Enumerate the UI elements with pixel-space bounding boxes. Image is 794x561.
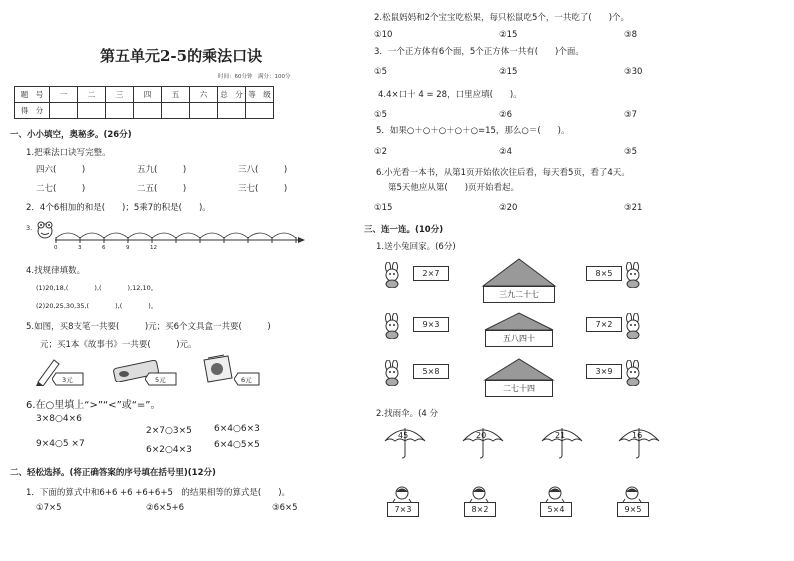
- umbrella-number: 21: [555, 431, 566, 440]
- q2-option: ②15: [499, 30, 518, 40]
- section1-q4-b: (2)20,25,30,35,( ),( )。: [36, 302, 158, 310]
- house-label: 三九二十七: [483, 286, 555, 303]
- rabbit-sign: 7×2: [586, 317, 622, 332]
- q1-item: 二七( ): [36, 184, 86, 194]
- jump-arc: [152, 233, 176, 238]
- jump-arc: [176, 233, 200, 238]
- rabbit-icon: [381, 262, 403, 288]
- jump-arc: [104, 233, 128, 238]
- section1-q2: 2．4个6相加的和是( )；5乘7的积是( )。: [26, 203, 211, 213]
- price-tag-pencil-case: 5元: [155, 376, 166, 384]
- section1-q3-num: 3.: [26, 224, 33, 232]
- child-icon: [621, 485, 643, 503]
- score-input-cell[interactable]: [78, 103, 106, 119]
- page-title: 第五单元2-5的乘法口诀: [100, 47, 263, 65]
- section1-heading: 一、小小填空，奥秘多。(26分): [10, 130, 132, 140]
- number-line-label: 3: [78, 245, 82, 251]
- score-cell: 五: [162, 87, 190, 103]
- rabbit-sign: 2×7: [413, 266, 449, 281]
- q6-option: ③21: [624, 203, 643, 213]
- score-cell: 一: [50, 87, 78, 103]
- rabbit-icon: [381, 313, 403, 339]
- umbrella-number: 16: [632, 431, 643, 440]
- number-line-label: 9: [126, 245, 130, 251]
- q3-option: ①5: [374, 67, 388, 77]
- house-roof-icon: [483, 358, 555, 382]
- number-line: [50, 226, 310, 256]
- score-input-cell[interactable]: [50, 103, 78, 119]
- number-line-label: 0: [54, 245, 58, 251]
- book-icon: [200, 354, 236, 386]
- score-table-header-row: [15, 87, 274, 103]
- number-line-label: 6: [102, 245, 106, 251]
- price-tag-pencil: 3元: [62, 376, 73, 384]
- section3-q1: 1.送小兔回家。(6分): [376, 242, 456, 252]
- rabbit-sign: 8×5: [586, 266, 622, 281]
- section1-q5-a: 5.如图，买8支笔一共要( )元；买6个文具盒一共要( ): [26, 322, 271, 332]
- exam-meta: 时间：60分钟 满分：100分: [218, 74, 291, 80]
- score-input-cell[interactable]: [162, 103, 190, 119]
- house-label: 五八四十: [485, 330, 553, 347]
- child-sign: 7×3: [387, 502, 419, 517]
- rabbit-icon: [622, 262, 644, 288]
- q6-item: 6×2○4×3: [146, 445, 192, 455]
- score-input-cell[interactable]: [106, 103, 134, 119]
- section3-q2: 2.找雨伞。(4 分: [376, 409, 439, 419]
- section2-q1: 1．下面的算式中和6+6 +6 +6+6+5 的结果相等的算式是( )。: [26, 488, 291, 498]
- section1-q4: 4.找规律填数。: [26, 266, 86, 276]
- house-label: 二七十四: [485, 380, 553, 397]
- q6-option: ①15: [374, 203, 393, 213]
- q1-option: ①7×5: [36, 503, 62, 513]
- q5-option: ②4: [499, 147, 513, 157]
- score-cell: 二: [78, 87, 106, 103]
- section1-q5-b: 元；买1本《故事书》一共要( )元。: [40, 340, 197, 350]
- section2-q4: 4.4×口十 4 = 28，口里应填( )。: [378, 90, 522, 100]
- q2-option: ①10: [374, 30, 393, 40]
- q1-item: 四六( ): [36, 165, 86, 175]
- score-cell: 等 级: [246, 87, 274, 103]
- section1-q4-a: (1)20,18,( ),( ),12,10。: [36, 284, 158, 292]
- section1-q1: 1.把乘法口诀写完整。: [26, 148, 111, 158]
- q1-option: ③6×5: [272, 503, 298, 513]
- section2-q5: 5．如果○＋○＋○＋○＋○=15，那么○＝( )。: [376, 126, 570, 136]
- child-icon: [391, 485, 413, 503]
- score-input-cell[interactable]: [190, 103, 218, 119]
- score-cell: 四: [134, 87, 162, 103]
- q1-item: 二五( ): [137, 184, 187, 194]
- section2-q3: 3．一个正方体有6个面，5个正方体一共有( )个面。: [374, 47, 584, 57]
- q6-item: 6×4○6×3: [214, 424, 260, 434]
- house-roof-icon: [483, 312, 555, 332]
- rabbit-icon: [622, 313, 644, 339]
- house-roof-icon: [481, 258, 557, 288]
- q1-item: 五九( ): [137, 165, 187, 175]
- jump-arc: [128, 233, 152, 238]
- q4-option: ①5: [374, 110, 388, 120]
- rabbit-sign: 5×8: [413, 364, 449, 379]
- jump-arc: [248, 233, 272, 238]
- jump-arc: [200, 233, 224, 238]
- q6-item: 3×8○4×6: [36, 414, 82, 424]
- child-sign: 5×4: [540, 502, 572, 517]
- child-icon: [544, 485, 566, 503]
- q1-item: 三八( ): [238, 165, 288, 175]
- rabbit-sign: 3×9: [586, 364, 622, 379]
- section2-q2: 2.松鼠妈妈和2个宝宝吃松果，每只松鼠吃5个，一共吃了( )个。: [374, 13, 630, 23]
- score-cell: 题 号: [15, 87, 50, 103]
- q6-item: 2×7○3×5: [146, 426, 192, 436]
- q1-option: ②6×5+6: [146, 503, 185, 513]
- rabbit-icon: [381, 360, 403, 386]
- section2-heading: 二、轻松选择。(将正确答案的序号填在括号里)(12分): [10, 468, 216, 478]
- q5-option: ①2: [374, 147, 388, 157]
- q3-option: ②15: [499, 67, 518, 77]
- q4-option: ③7: [624, 110, 638, 120]
- umbrella-number: 20: [476, 431, 487, 440]
- score-input-cell[interactable]: [246, 103, 274, 119]
- score-cell: 六: [190, 87, 218, 103]
- q3-option: ③30: [624, 67, 643, 77]
- q4-option: ②6: [499, 110, 513, 120]
- q6-item: 9×4○5 ×7: [36, 439, 85, 449]
- rabbit-sign: 9×3: [413, 317, 449, 332]
- section2-q6-a: 6.小光看一本书，从第1页开始依次往后看，每天看5页，看了4天。: [376, 168, 630, 178]
- jump-arc: [272, 233, 296, 238]
- child-sign: 9×5: [617, 502, 649, 517]
- q6-option: ②20: [499, 203, 518, 213]
- rabbit-icon: [622, 360, 644, 386]
- jump-arc: [56, 233, 80, 238]
- score-cell: 三: [106, 87, 134, 103]
- section1-q6: 6.在○里填上“>”“<”或“=”。: [26, 400, 161, 411]
- child-icon: [468, 485, 490, 503]
- child-sign: 8×2: [464, 502, 496, 517]
- q2-option: ③8: [624, 30, 638, 40]
- section2-q6-b: 第5天他应从第( )页开始看起。: [388, 183, 520, 193]
- umbrella-number: 45: [398, 431, 409, 440]
- score-table: [14, 86, 274, 119]
- jump-arc: [224, 233, 248, 238]
- score-cell: 得 分: [15, 103, 50, 119]
- score-table-score-row: [15, 103, 274, 119]
- q1-item: 三七( ): [238, 184, 288, 194]
- q6-item: 6×4○5×5: [214, 440, 260, 450]
- score-cell: 总 分: [218, 87, 246, 103]
- section3-heading: 三、连一连。(10分): [364, 225, 444, 235]
- number-line-label: 12: [150, 245, 157, 251]
- score-input-cell[interactable]: [218, 103, 246, 119]
- jump-arc: [80, 233, 104, 238]
- q5-option: ③5: [624, 147, 638, 157]
- score-input-cell[interactable]: [134, 103, 162, 119]
- price-tag-book: 6元: [241, 376, 252, 384]
